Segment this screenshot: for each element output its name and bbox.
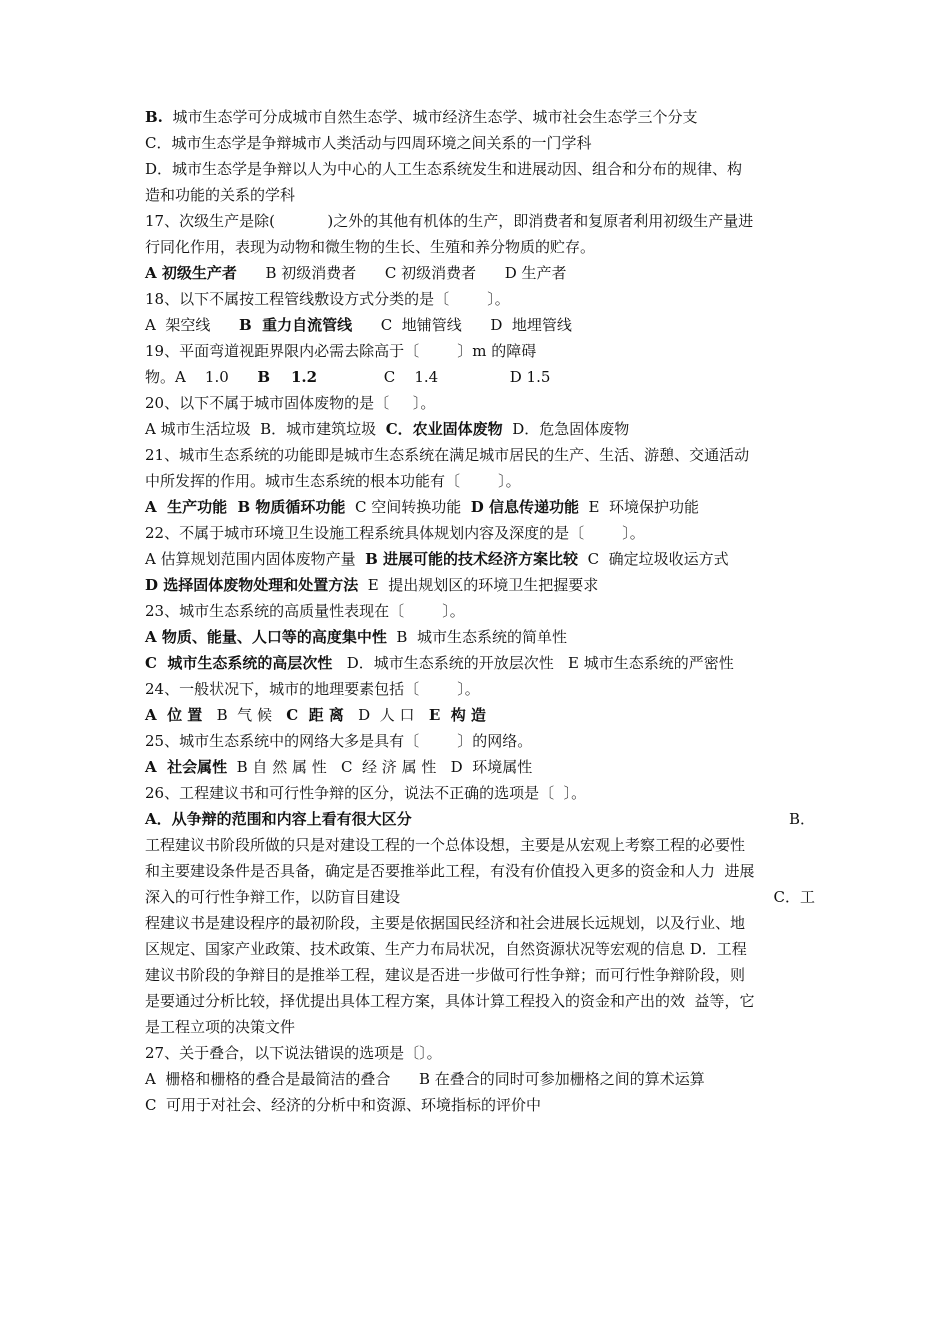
document-page — [145, 104, 815, 1118]
q26-option-b-line-2: 和主要建设条件是否具备，确定是否要推举此工程，有没有价值投入更多的资金和人力 进展 — [145, 862, 755, 880]
text-run: 行同化作用，表现为动物和微生物的生长、生殖和养分物质的贮存。 — [145, 238, 596, 256]
text-run: 19、平面弯道视距界限内必需去除高于〔 〕m 的障碍 — [145, 342, 537, 360]
text-run: 18、以下不属按工程管线敷设方式分类的是〔 〕。 — [145, 290, 510, 308]
text-run: A 架空线 — [145, 316, 239, 334]
text-run: 城市生态学可分成城市自然生态学、城市经济生态学、城市社会生态学三个分支 — [162, 108, 698, 126]
text-line-l10 — [145, 338, 815, 364]
text-line-l4 — [145, 182, 815, 208]
text-line-l21 — [145, 624, 815, 650]
question-lines — [145, 104, 815, 806]
text-run: 26、工程建议书和可行性争辩的区分，说法不正确的选项是〔 〕。 — [145, 784, 587, 802]
text-line-l20 — [145, 598, 815, 624]
text-line-l12 — [145, 390, 815, 416]
text-run: B 重力自流管线 — [238, 316, 353, 334]
text-run: C 地铺管线 D 地埋管线 — [352, 316, 572, 334]
text-run: C．城市生态学是争辩城市人类活动与四周环境之间关系的一门学科 — [145, 134, 592, 152]
text-run: B 进展可能的技术经济方案比较 — [365, 550, 579, 568]
text-line-l6 — [145, 234, 815, 260]
text-line-l22 — [145, 650, 815, 676]
text-run: C 确定垃圾收运方式 — [578, 550, 729, 568]
q26-answer-a-line — [145, 806, 815, 832]
text-run: 24、一般状况下，城市的地理要素包括〔 〕。 — [145, 680, 480, 698]
text-line-l13 — [145, 416, 815, 442]
text-line-l25 — [145, 728, 815, 754]
text-line-l27 — [145, 780, 815, 806]
text-run: B 城市生态系统的简单性 — [386, 628, 567, 646]
q26-option-b-line-1: 工程建议书阶段所做的只是对建设工程的一个总体设想，主要是从宏观上考察工程的必要性 — [145, 836, 746, 854]
text-line-l7 — [145, 260, 815, 286]
text-line-l3 — [145, 156, 815, 182]
text-line-l19 — [145, 572, 815, 598]
text-run: A 初级生产者 — [145, 264, 237, 282]
text-run: C 空间转换功能 — [345, 498, 471, 516]
text-run: E 构 造 — [428, 706, 486, 724]
text-run: E 环境保护功能 — [579, 498, 700, 516]
text-line-l17 — [145, 520, 815, 546]
q26-option-d-line-1: 建议书阶段的争辩目的是推举工程，建议是否进一步做可行性争辩；而可行性争辩阶段，则 — [145, 966, 746, 984]
text-line-l15 — [145, 468, 815, 494]
text-run: A 城市生活垃圾 B．城市建筑垃圾 — [145, 420, 386, 438]
text-run: C 1.4 D 1.5 — [317, 368, 551, 386]
text-run: E 提出规划区的环境卫生把握要求 — [358, 576, 599, 594]
q26-option-b-line-3 — [145, 884, 815, 910]
text-run: A 生产功能 B 物质循环功能 — [145, 498, 346, 516]
text-run: B 初级消费者 C 初级消费者 D 生产者 — [236, 264, 567, 282]
text-line-l11 — [145, 364, 815, 390]
q27-question: 27、关于叠合，以下说法错误的选项是〔〕。 — [145, 1044, 442, 1062]
text-line-l24 — [145, 702, 815, 728]
text-run: 23、城市生态系统的高质量性表现在〔 〕。 — [145, 602, 465, 620]
text-run: 造和功能的关系的学科 — [145, 186, 296, 204]
text-run: A 估算规划范围内固体废物产量 — [145, 550, 366, 568]
text-run: 17、次级生产是除( )之外的其他有机体的生产，即消费者和复原者利用初级生产量进 — [145, 212, 754, 230]
text-line-l1 — [145, 104, 815, 130]
text-run: 中所发挥的作用。城市生态系统的根本功能有〔 〕。 — [145, 472, 521, 490]
q27-option-c: C 可用于对社会、经济的分析中和资源、环境指标的评价中 — [145, 1096, 542, 1114]
q26-option-c-line-2: 区规定、国家产业政策、技术政策、生产力布局状况，自然资源状况等宏观的信息 D．工程 — [145, 940, 747, 958]
text-line-l9 — [145, 312, 815, 338]
text-run: D 信息传递功能 — [470, 498, 579, 516]
text-run: 22、不属于城市环境卫生设施工程系统具体规划内容及深度的是〔 〕。 — [145, 524, 645, 542]
text-run: B 自 然 属 性 C 经 济 属 性 D 环境属性 — [227, 758, 533, 776]
q26-option-c-marker: C．工 — [773, 888, 815, 906]
text-run: D．城市生态学是争辩以人为中心的人工生态系统发生和进展动因、组合和分布的规律、构 — [145, 160, 743, 178]
text-run: A 位 置 — [145, 706, 203, 724]
text-run: C 城市生态系统的高层次性 — [145, 654, 333, 672]
text-line-l8 — [145, 286, 815, 312]
text-line-l18 — [145, 546, 815, 572]
text-run: D．危急固体废物 — [502, 420, 630, 438]
text-run: 20、以下不属于城市固体废物的是〔 〕。 — [145, 394, 436, 412]
text-run: D 人 口 — [343, 706, 429, 724]
text-run: A 物质、能量、人口等的高度集中性 — [145, 628, 387, 646]
text-run: 物。A 1.0 — [145, 368, 258, 386]
text-run: 25、城市生态系统中的网络大多是具有〔 〕的网络。 — [145, 732, 533, 750]
text-run: D．城市生态系统的开放层次性 E 城市生态系统的严密性 — [332, 654, 734, 672]
text-run: C．农业固体废物 — [385, 420, 503, 438]
text-line-l14 — [145, 442, 815, 468]
text-line-l23 — [145, 676, 815, 702]
q26-option-d-line-3: 是工程立项的决策文件 — [145, 1018, 296, 1036]
text-run: D 选择固体废物处理和处置方法 — [145, 576, 359, 594]
text-line-l2 — [145, 130, 815, 156]
text-line-l16 — [145, 494, 815, 520]
text-line-l26 — [145, 754, 815, 780]
text-line-l5 — [145, 208, 815, 234]
q26-option-a: A．从争辩的范围和内容上看有很大区分 — [145, 810, 412, 828]
text-run: A 社会属性 — [145, 758, 228, 776]
text-run: 21、城市生态系统的功能即是城市生态系统在满足城市居民的生产、生活、游憩、交通活动 — [145, 446, 750, 464]
q26-option-d-line-2: 是要通过分析比较，择优提出具体工程方案，具体计算工程投入的资金和产出的效 益等，它 — [145, 992, 755, 1010]
text-run: B 1.2 — [257, 368, 318, 386]
text-run: B 气 候 — [202, 706, 287, 724]
text-run: C 距 离 — [286, 706, 344, 724]
q26-option-b-text-3: 深入的可行性争辩工作，以防盲目建设 — [145, 888, 401, 906]
q27-options-ab: A 栅格和栅格的叠合是最简洁的叠合 B 在叠合的同时可参加栅格之间的算术运算 — [145, 1070, 705, 1088]
q26-option-b-marker: B． — [788, 810, 815, 828]
q26-option-c-line-1: 程建议书是建设程序的最初阶段，主要是依据国民经济和社会进展长远规划，以及行业、地 — [145, 914, 746, 932]
text-run: B. — [145, 108, 163, 126]
